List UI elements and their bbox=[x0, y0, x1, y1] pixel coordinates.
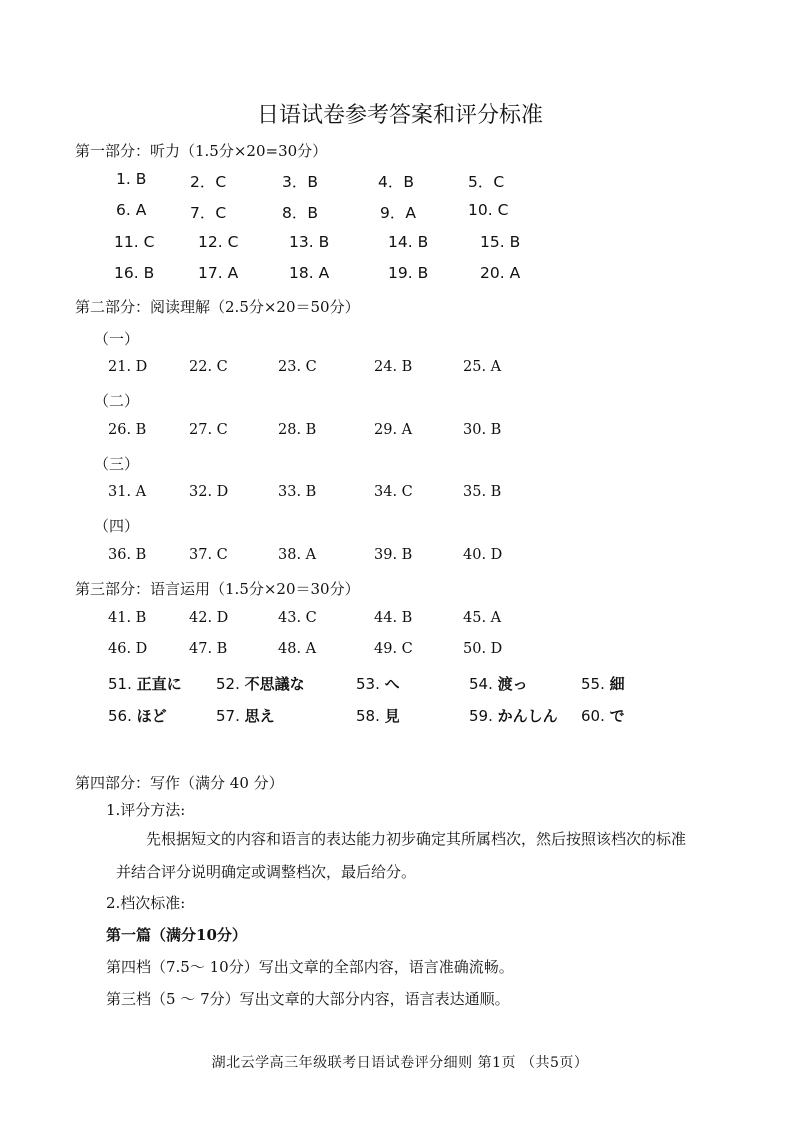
part2-row bbox=[0, 422, 800, 444]
answer-text: 細 bbox=[609, 675, 625, 693]
part3-row bbox=[0, 610, 800, 632]
answer-item: 21. D bbox=[108, 359, 148, 375]
answer-item: 32. D bbox=[189, 484, 229, 500]
answer-item: 10. C bbox=[468, 201, 509, 219]
part2-row bbox=[0, 359, 800, 381]
question-number: 58. bbox=[356, 707, 380, 725]
answer-item: 23. C bbox=[278, 359, 317, 375]
answer-text: かんしん bbox=[497, 707, 558, 725]
answer-item: 47. B bbox=[189, 641, 228, 657]
answer-item: 25. A bbox=[463, 359, 502, 375]
question-number: 54. bbox=[469, 675, 493, 693]
answer-item: 6. A bbox=[116, 201, 147, 219]
answer-item: 42. D bbox=[189, 610, 229, 626]
question-number: 60. bbox=[581, 707, 605, 725]
answer-text: で bbox=[609, 707, 625, 725]
part1-row bbox=[0, 170, 800, 192]
part3-heading: 第三部分：语言运用（1.5分×20＝30分） bbox=[75, 580, 360, 598]
answer-text: 思え bbox=[244, 707, 275, 725]
question-number: 52. bbox=[216, 675, 240, 693]
answer-item: 18. A bbox=[289, 264, 330, 282]
part1-row bbox=[0, 233, 800, 255]
answer-item: 30. B bbox=[463, 422, 502, 438]
answer-item: 7．C bbox=[190, 204, 227, 222]
answer-item bbox=[108, 705, 167, 726]
answer-item: 1. B bbox=[116, 170, 147, 188]
answer-item bbox=[108, 673, 182, 694]
answer-item: 5．C bbox=[468, 173, 505, 191]
answer-item bbox=[216, 673, 305, 694]
part1-row bbox=[0, 264, 800, 286]
part2-row bbox=[0, 547, 800, 569]
answer-item: 11. C bbox=[114, 233, 155, 251]
answer-item: 49. C bbox=[374, 641, 413, 657]
level-3-desc: 第三档（5 ～ 7分）写出文章的大部分内容，语言表达通顺。 bbox=[106, 990, 510, 1008]
question-number: 55. bbox=[581, 675, 605, 693]
answer-item: 46. D bbox=[108, 641, 148, 657]
answer-item: 45. A bbox=[463, 610, 502, 626]
answer-item: 15. B bbox=[480, 233, 521, 251]
answer-text: へ bbox=[384, 675, 400, 693]
method-line-1: 先根据短文的内容和语言的表达能力初步确定其所属档次，然后按照该档次的标准 bbox=[146, 830, 687, 848]
answer-item: 24. B bbox=[374, 359, 413, 375]
method-title: 1.评分方法: bbox=[106, 801, 186, 819]
answer-item bbox=[581, 705, 625, 726]
answer-item: 9．A bbox=[380, 204, 416, 222]
answer-item: 14. B bbox=[388, 233, 429, 251]
method-line-2: 并结合评分说明确定或调整档次，最后给分。 bbox=[116, 863, 417, 881]
question-number: 56. bbox=[108, 707, 132, 725]
answer-item: 43. C bbox=[278, 610, 317, 626]
answer-item: 22. C bbox=[189, 359, 228, 375]
group-label: （二） bbox=[94, 392, 140, 410]
answer-item: 39. B bbox=[374, 547, 413, 563]
answer-text: 正直に bbox=[136, 675, 182, 693]
answer-item: 33. B bbox=[278, 484, 317, 500]
answer-item: 8．B bbox=[282, 204, 318, 222]
part2-row bbox=[0, 484, 800, 506]
answer-item: 17. A bbox=[198, 264, 239, 282]
answer-item bbox=[356, 673, 400, 694]
question-number: 51. bbox=[108, 675, 132, 693]
question-number: 59. bbox=[469, 707, 493, 725]
part4-heading: 第四部分：写作（满分 40 分） bbox=[75, 774, 284, 792]
answer-item: 27. C bbox=[189, 422, 228, 438]
answer-item: 12. C bbox=[198, 233, 239, 251]
answer-item: 34. C bbox=[374, 484, 413, 500]
answer-item: 40. D bbox=[463, 547, 503, 563]
group-label: （四） bbox=[94, 517, 140, 535]
answer-text: 見 bbox=[384, 707, 400, 725]
answer-item bbox=[581, 673, 625, 694]
answer-item: 3．B bbox=[282, 173, 318, 191]
answer-item bbox=[469, 705, 558, 726]
grade-title: 2.档次标准: bbox=[106, 894, 186, 912]
answer-item bbox=[216, 705, 275, 726]
answer-item: 37. C bbox=[189, 547, 228, 563]
answer-item: 26. B bbox=[108, 422, 147, 438]
answer-item bbox=[469, 673, 528, 694]
article-title: 第一篇（满分10分） bbox=[106, 926, 247, 944]
page-title: 日语试卷参考答案和评分标准 bbox=[256, 103, 543, 128]
part3-jp-row bbox=[0, 705, 800, 727]
answer-item: 19. B bbox=[388, 264, 429, 282]
answer-item bbox=[356, 705, 400, 726]
answer-item: 13. B bbox=[289, 233, 330, 251]
level-4-desc: 第四档（7.5～ 10分）写出文章的全部内容，语言准确流畅。 bbox=[106, 958, 514, 976]
answer-text: ほど bbox=[136, 707, 167, 725]
part3-row bbox=[0, 641, 800, 663]
answer-item: 31. A bbox=[108, 484, 147, 500]
answer-item: 20. A bbox=[480, 264, 521, 282]
answer-item: 28. B bbox=[278, 422, 317, 438]
answer-item: 50. D bbox=[463, 641, 503, 657]
part1-row bbox=[0, 201, 800, 223]
answer-item: 48. A bbox=[278, 641, 317, 657]
part2-heading: 第二部分：阅读理解（2.5分×20＝50分） bbox=[75, 298, 360, 316]
answer-item: 36. B bbox=[108, 547, 147, 563]
question-number: 53. bbox=[356, 675, 380, 693]
answer-item: 44. B bbox=[374, 610, 413, 626]
answer-item: 2．C bbox=[190, 173, 227, 191]
question-number: 57. bbox=[216, 707, 240, 725]
answer-item: 16. B bbox=[114, 264, 155, 282]
answer-item: 35. B bbox=[463, 484, 502, 500]
answer-item: 38. A bbox=[278, 547, 317, 563]
part1-heading: 第一部分：听力（1.5分×20=30分） bbox=[75, 142, 328, 160]
group-label: （一） bbox=[94, 330, 140, 348]
answer-text: 渡っ bbox=[497, 675, 528, 693]
answer-item: 41. B bbox=[108, 610, 147, 626]
group-label: （三） bbox=[94, 455, 140, 473]
answer-text: 不思議な bbox=[244, 675, 305, 693]
answer-item: 4．B bbox=[378, 173, 414, 191]
answer-item: 29. A bbox=[374, 422, 413, 438]
page-footer: 湖北云学高三年级联考日语试卷评分细则 第1页 （共5页） bbox=[211, 1055, 589, 1071]
part3-jp-row bbox=[0, 673, 800, 695]
